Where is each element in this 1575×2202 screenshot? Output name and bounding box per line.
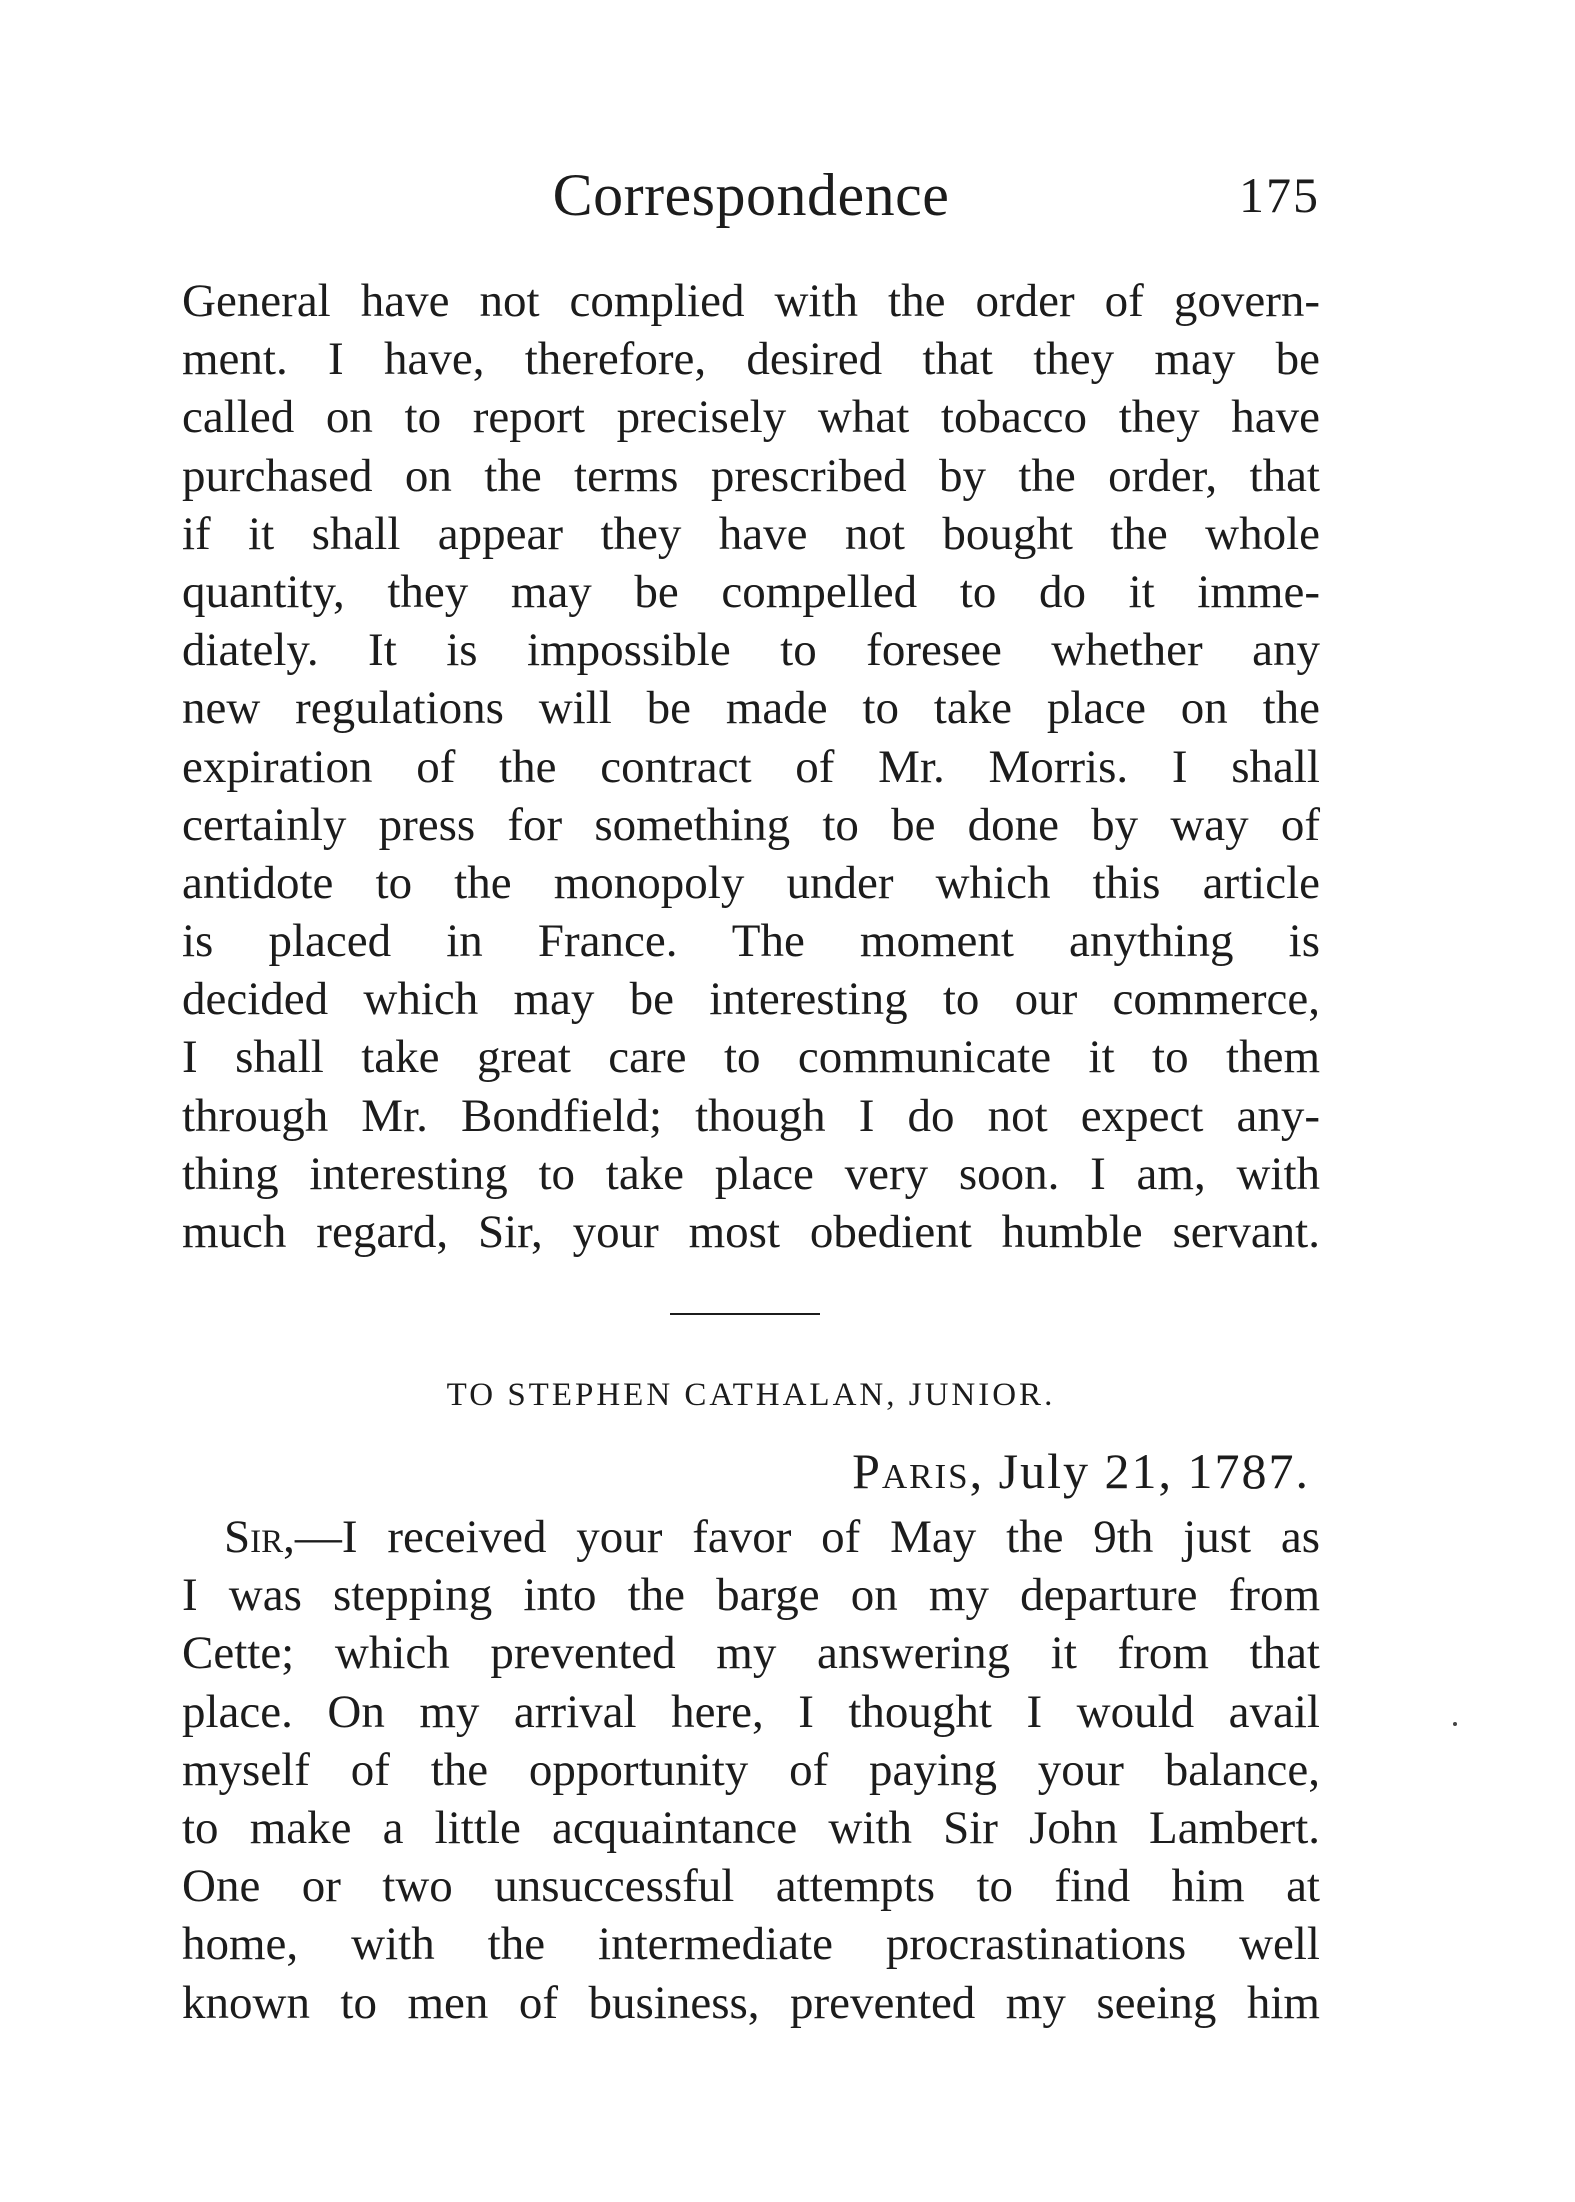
- text-line-first: [182, 1508, 1320, 1566]
- text-line: certainly press for something to be done by way of: [182, 798, 1320, 851]
- dateline-date: July 21, 1787.: [998, 1443, 1310, 1499]
- text-line: I was stepping into the barge on my departure from: [182, 1569, 1320, 1622]
- text-line: place. On my arrival here, I thought I would avail: [182, 1685, 1320, 1738]
- text-line: through Mr. Bondfield; though I do not expect any-: [182, 1089, 1320, 1142]
- letter-recipient-heading: TO STEPHEN CATHALAN, JUNIOR.: [446, 1377, 1056, 1413]
- text-line: decided which may be interesting to our commerce,: [182, 973, 1320, 1026]
- first-line-rest: —I received your favor of May the 9th just as: [294, 1511, 1320, 1563]
- text-line: called on to report precisely what tobacco they have: [182, 391, 1320, 444]
- text-line: to make a little acquaintance with Sir John Lambert.: [182, 1801, 1320, 1854]
- text-line: much regard, Sir, your most obedient humble servant.: [182, 1206, 1320, 1258]
- text-line: quantity, they may be compelled to do it imme-: [182, 565, 1320, 618]
- text-line: thing interesting to take place very soon. I am, with: [182, 1147, 1320, 1200]
- text-line: ment. I have, therefore, desired that they may be: [182, 333, 1320, 386]
- page-number: 175: [1239, 167, 1320, 223]
- print-speck: [1453, 1722, 1457, 1726]
- text-line: Cette; which prevented my answering it from that: [182, 1627, 1320, 1680]
- text-line: is placed in France. The moment anything is: [182, 915, 1320, 968]
- text-line: General have not complied with the order of govern-: [182, 275, 1320, 327]
- text-line: diately. It is impossible to foresee whether any: [182, 624, 1320, 677]
- dateline-place: Paris,: [852, 1443, 985, 1499]
- text-line: myself of the opportunity of paying your balance,: [182, 1743, 1320, 1796]
- running-head: [182, 155, 1320, 235]
- continuation-paragraph: [182, 272, 1320, 1261]
- text-line: expiration of the contract of Mr. Morris. I shall: [182, 740, 1320, 793]
- text-line: One or two unsuccessful attempts to find him at: [182, 1860, 1320, 1913]
- running-title: Correspondence: [552, 162, 950, 228]
- text-line: if it shall appear they have not bought the whole: [182, 507, 1320, 560]
- text-line: new regulations will be made to take place on the: [182, 682, 1320, 735]
- letter-dateline: [852, 1436, 1310, 1506]
- text-line: I shall take great care to communicate it to them: [182, 1031, 1320, 1084]
- text-line: antidote to the monopoly under which this article: [182, 856, 1320, 909]
- salutation: Sir,: [224, 1511, 295, 1563]
- text-line: known to men of business, prevented my seeing him: [182, 1976, 1320, 2029]
- section-divider: [670, 1313, 820, 1315]
- text-line: home, with the intermediate procrastinations well: [182, 1918, 1320, 1971]
- letter-body: [182, 1508, 1320, 2032]
- text-line: purchased on the terms prescribed by the order, that: [182, 449, 1320, 502]
